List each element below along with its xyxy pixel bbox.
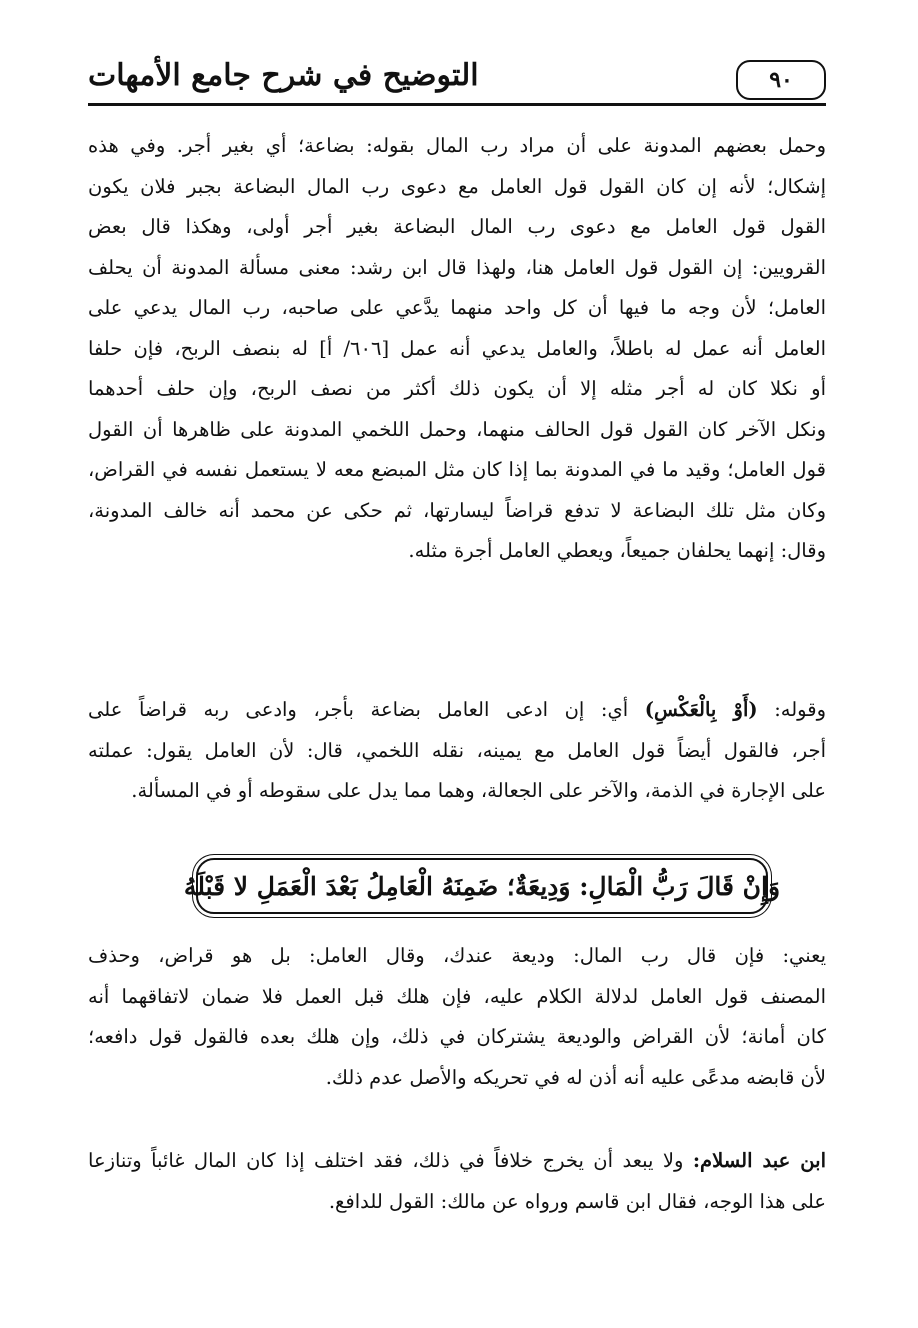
lead-plain: وقوله: [757,698,826,721]
text-line: على هذا الوجه، فقال ابن قاسم ورواه عن مالك: القول للدافع. [328,1189,826,1213]
paragraph-3 [88,936,826,1098]
header-divider [88,103,826,106]
text-run: ولا يبعد أن يخرج خلافاً في ذلك، فقد اختلف إذا كان المال غائباً وتنازعا [88,1149,693,1172]
text-line: وقال: إنهما يحلفان جميعاً، ويعطي العامل أجرة مثله. [408,539,826,562]
book-title: التوضيح في شرح جامع الأمهات [88,58,479,93]
page-number-badge [736,60,826,100]
text-line-with-lead [88,1141,826,1182]
text-line: قول العامل؛ وقيد ما في المدونة بما إذا كان مثل المبضع معه لا يستعمل نفسه في القراض، [88,458,826,481]
matn-text: وَإِنْ قَالَ رَبُّ الْمَالِ: وَدِيعَةٌ؛ ضَمِنَهُ الْعَامِلُ بَعْدَ الْعَمَلِ لا قَبْلَهُ [183,871,781,901]
text-line: يعني: فإن قال رب المال: وديعة عندك، وقال العامل: بل هو قراض، وحذف [88,944,826,967]
text-line: على الإجارة في الذمة، والآخر على الجعالة، وهما مما يدل على سقوطه أو في المسألة. [131,779,826,802]
text-line: أو نكلا كان له أجر مثله إلا أن يكون ذلك أكثر من نصف الربح، وإن حلف أحدهما [88,377,826,400]
paragraph-1 [88,126,826,572]
text-line: وكان مثل تلك البضاعة لا تدفع قراضاً ليسارتها، ثم حكى عن محمد أنه خالف المدونة، [88,498,826,522]
text-line: ونكل الآخر كان القول قول الحالف منهما، وحمل اللخمي المدونة على ظاهرها أن القول [88,417,826,441]
matn-quote-box [183,858,781,914]
text-line: القرويين: إن القول قول العامل هنا، ولهذا قال ابن رشد: معنى مسألة المدونة أن يحلف [88,255,826,279]
text-line: إشكال؛ لأنه إن كان القول قول العامل مع دعوى رب المال البضاعة بجبر فلان يكون [88,174,826,198]
text-line-with-lead [88,690,826,731]
paragraph-4 [88,1141,826,1222]
text-line: وحمل بعضهم المدونة على أن مراد رب المال بقوله: بضاعة؛ أي بغير أجر. وفي هذه [88,134,826,157]
text-line: العامل أنه عمل له باطلاً، والعامل يدعي أنه عمل [٦٠٦/ أ] له بنصف الربح، فإن حلفا [88,336,826,360]
text-line: القول قول العامل مع دعوى رب المال البضاعة بغير أجر أولى، وهكذا قال بعض [88,215,826,238]
cited-author: ابن عبد السلام: [692,1149,826,1172]
page-header [88,56,826,106]
page-number: ٩٠ [769,67,793,93]
text-line: المصنف قول العامل لدلالة الكلام عليه، فإن هلك قبل العمل فلا ضمان لاتفاقهما أنه [88,984,826,1008]
quoted-term: (أَوْ بِالْعَكْسِ) [644,698,758,721]
paragraph-2 [88,690,826,812]
text-line: لأن قابضه مدعًى عليه أنه أذن له في تحريكه والأصل عدم ذلك. [325,1065,826,1089]
text-line: أجر، فالقول أيضاً قول العامل مع يمينه، نقله اللخمي، قال: لأن العامل يقول: عملته [88,738,826,762]
text-line: العامل؛ لأن وجه ما فيها أن كل واحد منهما يدَّعي على صاحبه، رب المال يدعي على [88,296,826,319]
text-run: أي: إن ادعى العامل بضاعة بأجر، وادعى ربه قراضاً على [88,698,645,721]
text-line: كان أمانة؛ لأن القراض والوديعة يشتركان في ذلك، وإن هلك بعده فالقول قول دافعه؛ [88,1025,826,1048]
